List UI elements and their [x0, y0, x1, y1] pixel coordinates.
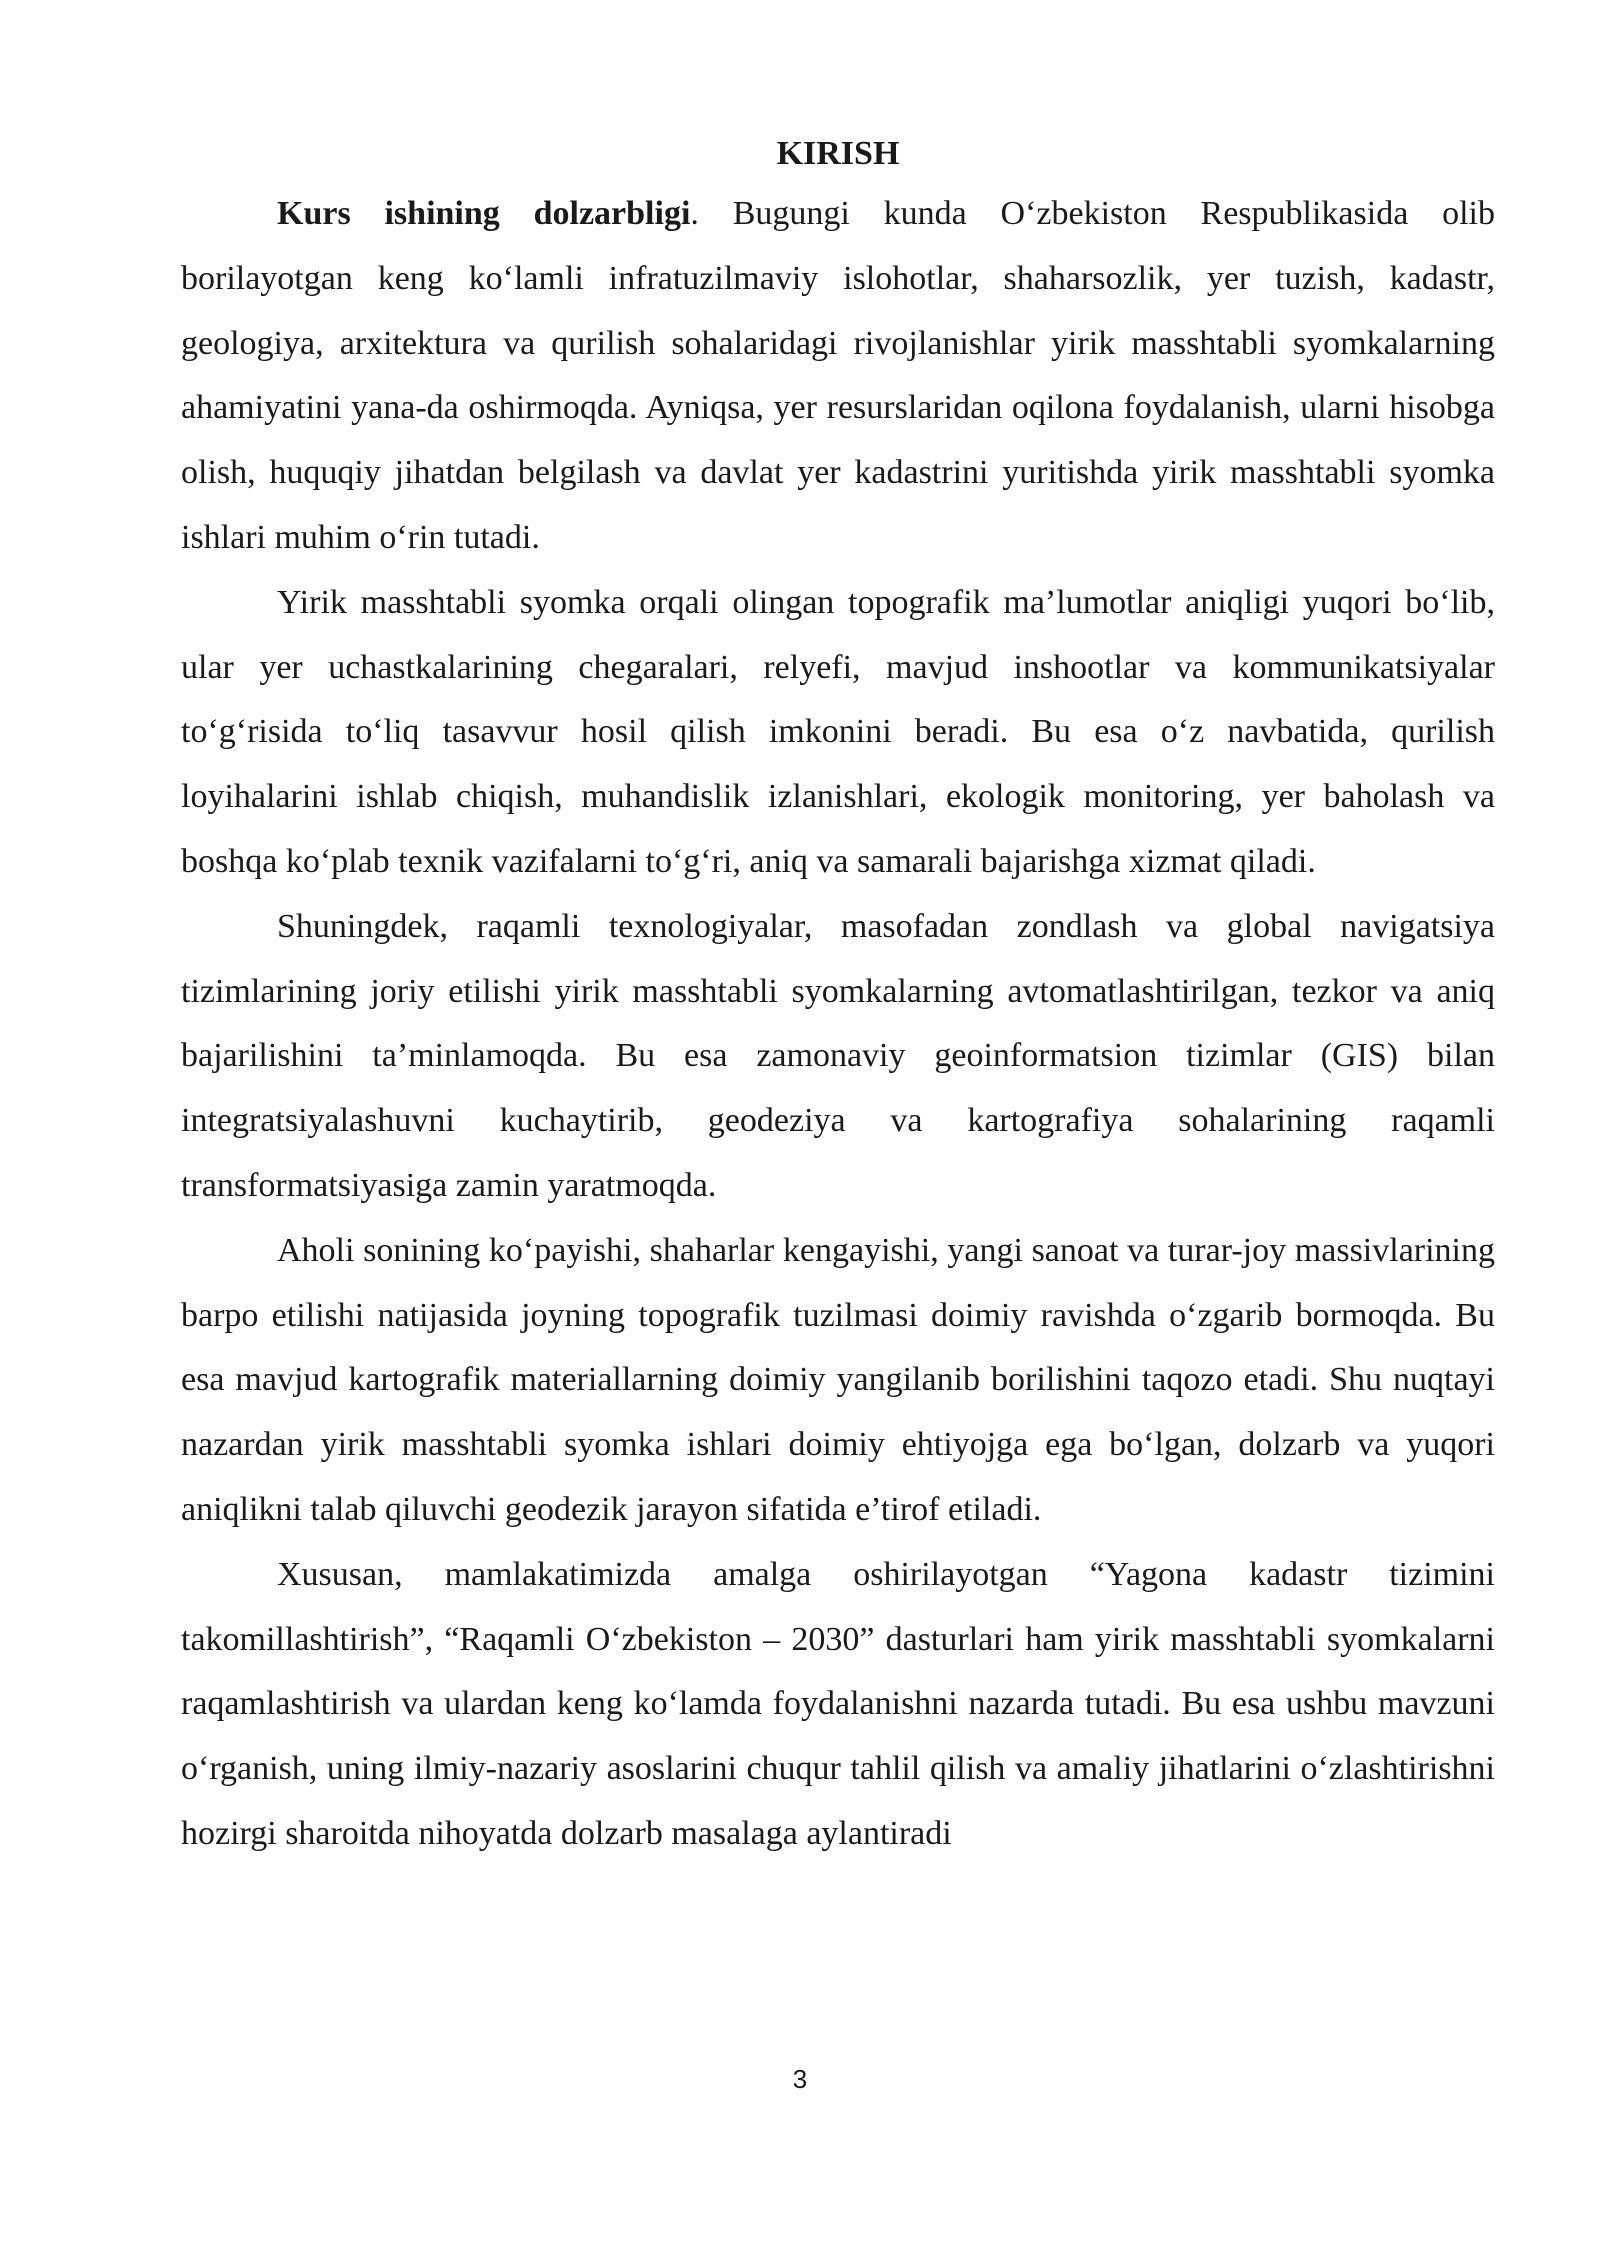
page-number: 3 [792, 2064, 808, 2094]
paragraph-relevance [181, 182, 1495, 571]
paragraph-lead: Kurs ishining dolzarbligi [277, 195, 691, 232]
document-page [181, 128, 1495, 1867]
paragraph-state-programs: Xususan, mamlakatimizda amalga oshirilayotgan “Yagona kadastr tizimini takomillashtirish”, “Raqamli O‘zbekiston – 2030” dasturlari ham yirik masshtabli syomkalarni raqamlashtirish va ulardan keng ko‘lamda foydalanishni nazarda tutadi. Bu esa ushbu mavzuni o‘rganish, uning ilmiy-nazariy asoslarini chuqur tahlil qilish va amaliy jihatlarini o‘zlashtirishni hozirgi sharoitda nihoyatda dolzarb masalaga aylantiradi [181, 1555, 1495, 1852]
paragraph-population-growth: Aholi sonining ko‘payishi, shaharlar kengayishi, yangi sanoat va turar-joy massivlarining barpo etilishi natijasida joyning topografik tuzilmasi doimiy ravishda o‘zgarib bormoqda. Bu esa mavjud kartografik materiallarning doimiy yangilanib borilishini taqozo etadi. Shu nuqtayi nazardan yirik masshtabli syomka ishlari doimiy ehtiyojga ega bo‘lgan, dolzarb va yuqori aniqlikni talab qiluvchi geodezik jarayon sifatida e’tirof etiladi. [181, 1231, 1495, 1528]
paragraph-digital-technologies: Shuningdek, raqamli texnologiyalar, masofadan zondlash va global navigatsiya tizimlarining joriy etilishi yirik masshtabli syomkalarning avtomatlashtirilgan, tezkor va aniq bajarilishini ta’minlamoqda. Bu esa zamonaviy geoinformatsion tizimlar (GIS) bilan integratsiyalashuvni kuchaytirib, geodeziya va kartografiya sohalarining raqamli transformatsiyasiga zamin yaratmoqda. [181, 907, 1495, 1204]
paragraph-text: . Bugungi kunda O‘zbekiston Respublikasida olib borilayotgan keng ko‘lamli infratuzilmaviy islohotlar, shaharsozlik, yer tuzish, kadastr, geologiya, arxitektura va qurilish sohalaridagi rivojlanishlar yirik masshtabli syomkalarning ahamiyatini yana-da oshirmoqda. Ayniqsa, yer resurslaridan oqilona foydalanish, ularni hisobga olish, huquqiy jihatdan belgilash va davlat yer kadastrini yuritishda yirik masshtabli syomka ishlari muhim o‘rin tutadi. [181, 195, 1495, 556]
page-title: KIRISH [776, 135, 900, 172]
paragraph-topographic-data: Yirik masshtabli syomka orqali olingan topografik ma’lumotlar aniqligi yuqori bo‘lib, ular yer uchastkalarining chegaralari, relyefi, mavjud inshootlar va kommunikatsiyalar to‘g‘risida to‘liq tasavvur hosil qilish imkonini beradi. Bu esa o‘z navbatida, qurilish loyihalarini ishlab chiqish, muhandislik izlanishlari, ekologik monitoring, yer baholash va boshqa ko‘plab texnik vazifalarni to‘g‘ri, aniq va samarali bajarishga xizmat qiladi. [181, 583, 1495, 880]
